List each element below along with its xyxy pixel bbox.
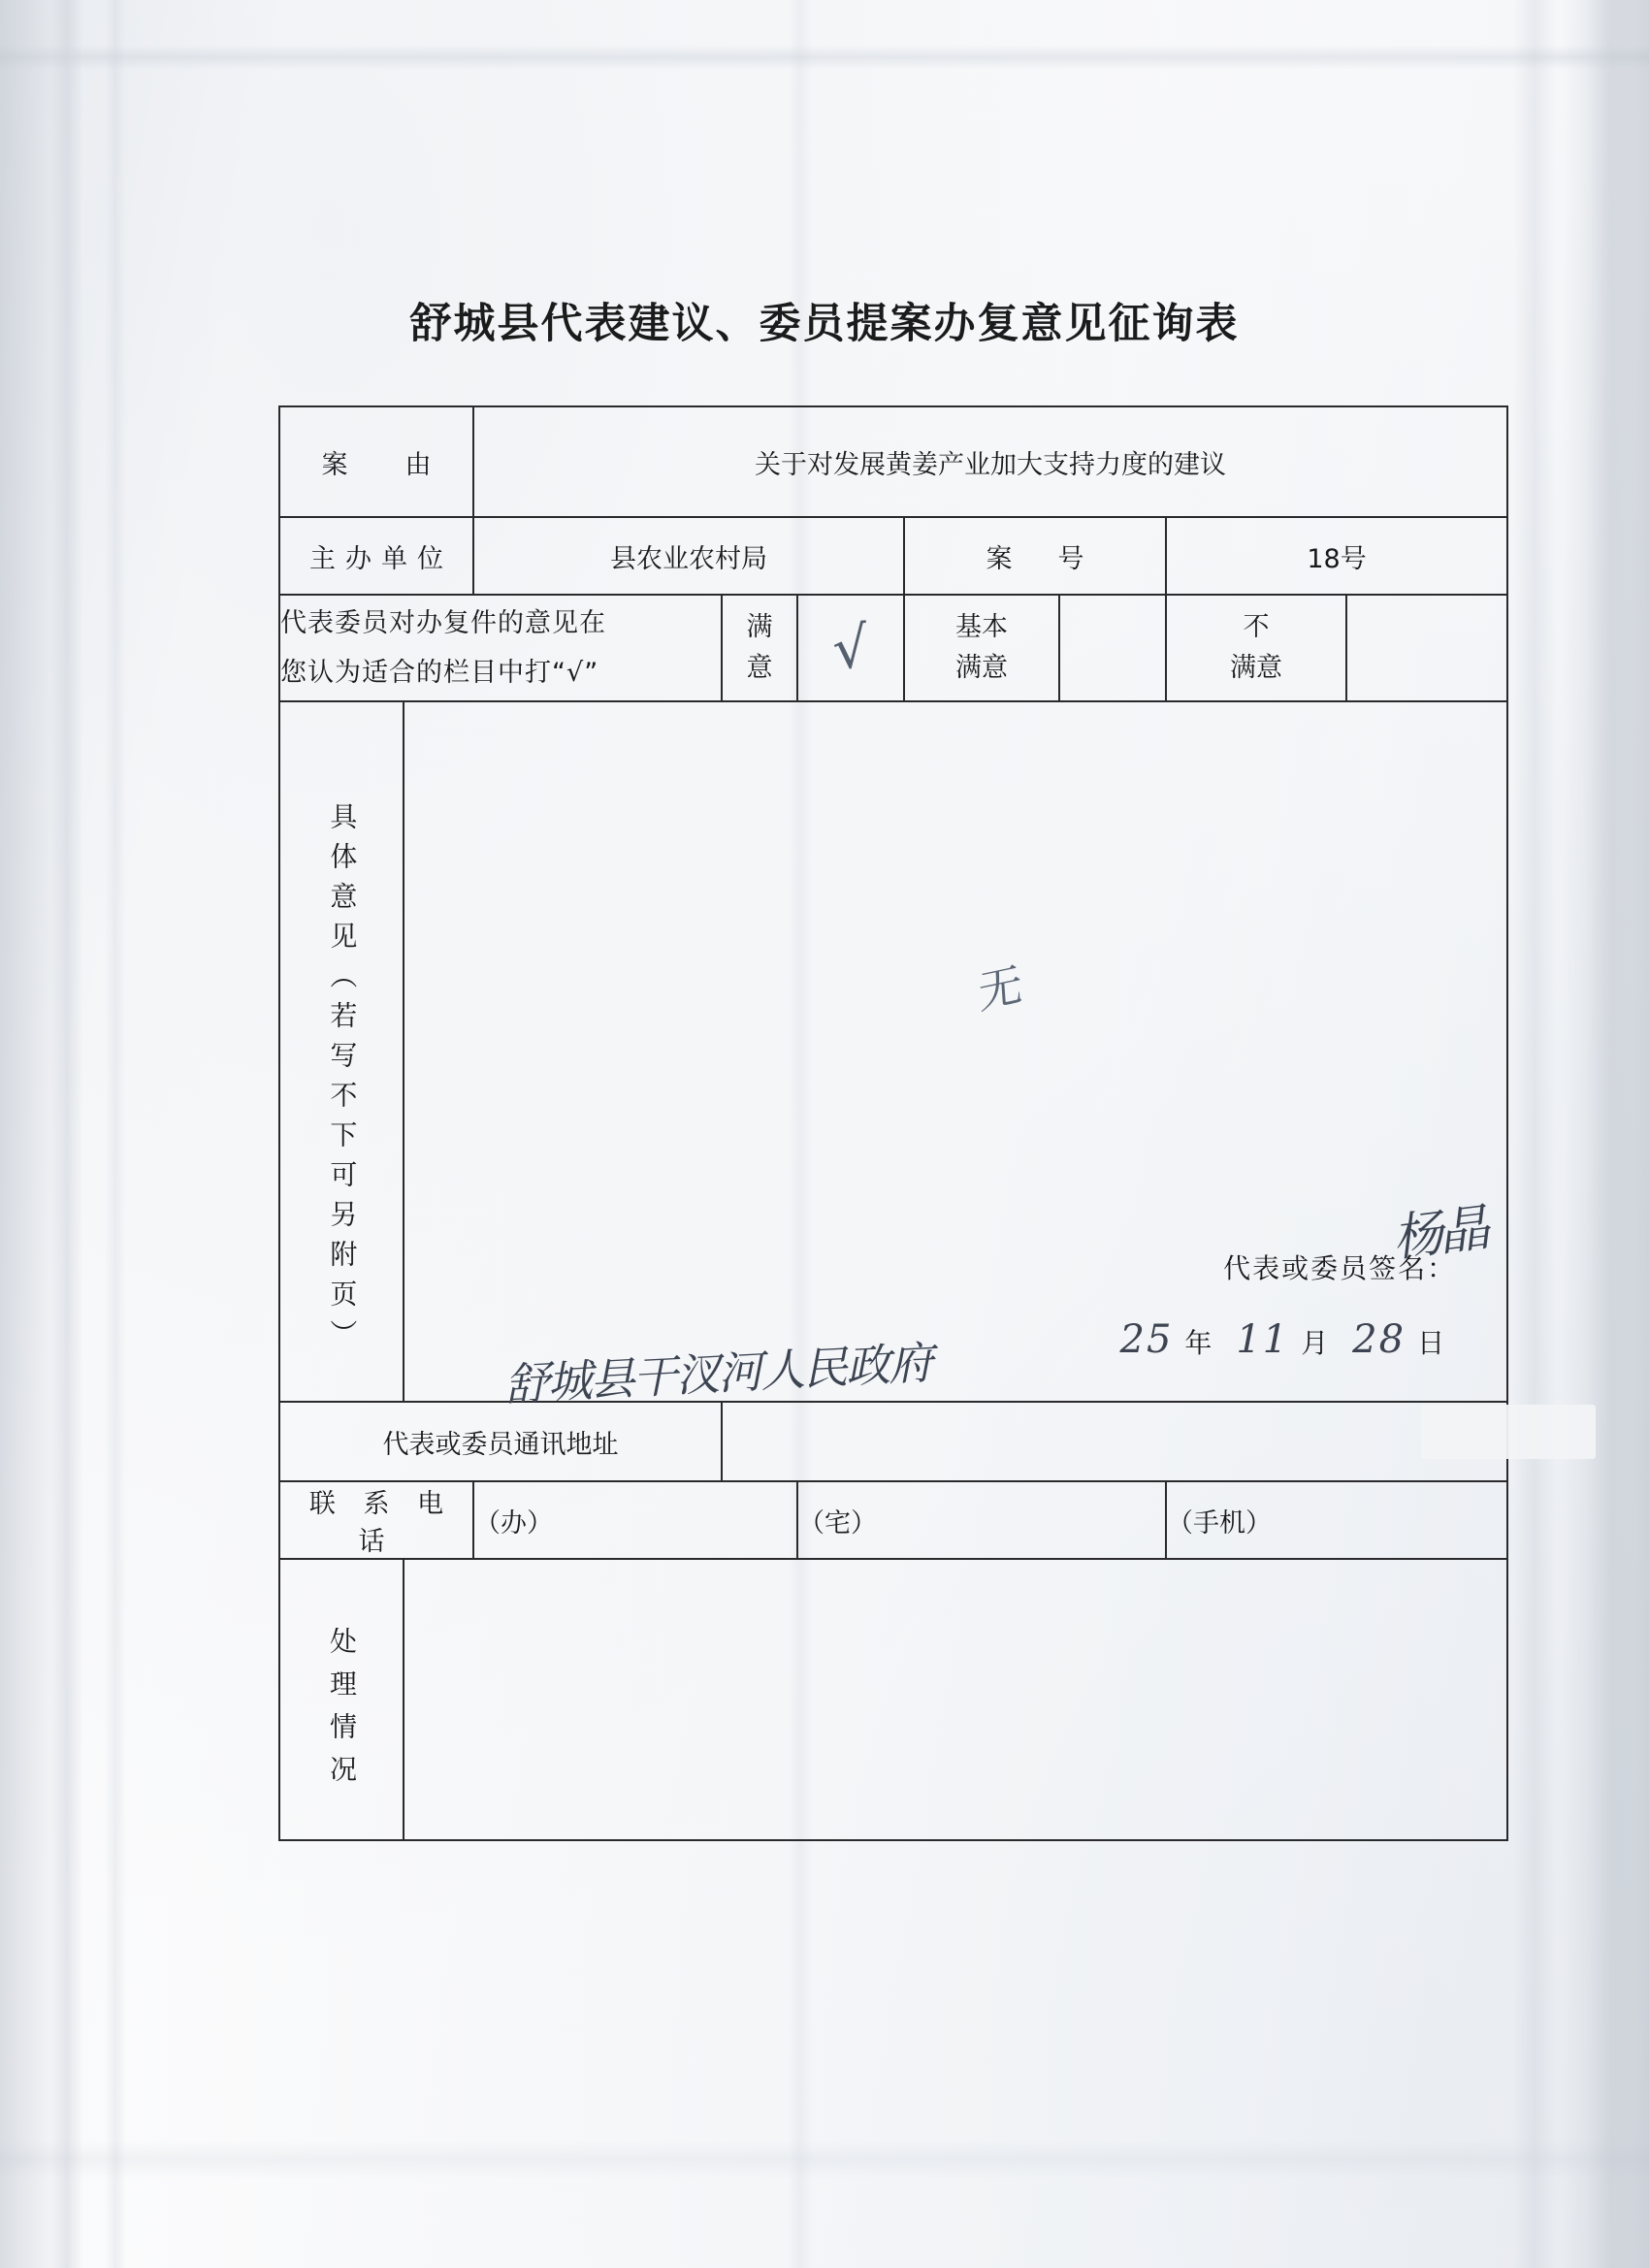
- rating-option-label-part: 满意: [1230, 653, 1282, 683]
- phone-label: 联 系 电 话: [279, 1481, 473, 1559]
- deal-label: 处理情况: [326, 1627, 358, 1798]
- date-day-unit: 日: [1417, 1327, 1447, 1359]
- deal-label-cell: [279, 1559, 404, 1840]
- table-row-opinion: [279, 701, 1507, 1402]
- opinion-label-cell: [279, 701, 404, 1402]
- checkmark-icon: √: [829, 613, 872, 683]
- date-day: 28: [1352, 1317, 1406, 1362]
- opinion-body: [404, 702, 1506, 1401]
- phone-home-field[interactable]: （宅）: [797, 1481, 1166, 1559]
- table-row-address: [279, 1402, 1507, 1481]
- rating-prompt: [279, 595, 722, 701]
- signature-label: 代表或委员签名：: [1223, 1252, 1457, 1284]
- inquiry-form-table: [278, 405, 1508, 1841]
- case-reason-label: 案 由: [279, 406, 473, 517]
- date-month: 11: [1236, 1317, 1290, 1362]
- host-unit-value: 县农业农村局: [473, 517, 904, 595]
- paper-fold-streak: [0, 2140, 1649, 2179]
- table-row-deal: [279, 1559, 1507, 1840]
- address-label: 代表或委员通讯地址: [279, 1402, 722, 1481]
- rating-option-unsatisfied-checkbox[interactable]: [1346, 595, 1507, 701]
- table-row-case-reason: [279, 406, 1507, 517]
- rating-option-label-part: 不: [1243, 612, 1270, 643]
- opinion-value-cell[interactable]: [404, 701, 1507, 1402]
- case-reason-value: 关于对发展黄姜产业加大支持力度的建议: [473, 406, 1507, 517]
- rating-option-label-part: 满意: [955, 653, 1008, 683]
- host-unit-label: 主办单位: [279, 517, 473, 595]
- table-row-host-unit: [279, 517, 1507, 595]
- rating-option-label-part: 基本: [955, 612, 1008, 643]
- phone-office-field[interactable]: （办）: [473, 1481, 797, 1559]
- rating-prompt-line1: 代表委员对办复件的意见在: [280, 607, 606, 638]
- checkmark-icon: [1060, 642, 1164, 653]
- opinion-handwriting: 无: [976, 957, 1024, 1021]
- signature-handwriting: 杨晶: [1389, 1199, 1490, 1269]
- rating-option-basically-satisfied-checkbox[interactable]: [1059, 595, 1166, 701]
- date-year-unit: 年: [1184, 1327, 1214, 1359]
- deal-value-cell[interactable]: [404, 1559, 1507, 1840]
- date-month-unit: 月: [1301, 1327, 1331, 1359]
- opinion-label: 具体意见（若写不下可另附页）: [326, 802, 359, 1359]
- rating-option-label-part: 意: [746, 653, 773, 683]
- table-row-rating: [279, 595, 1507, 701]
- rating-option-satisfied-checkbox[interactable]: [797, 595, 904, 701]
- address-value[interactable]: [722, 1402, 1507, 1481]
- checkmark-icon: [1347, 639, 1505, 656]
- redaction-patch: [1421, 1405, 1596, 1459]
- case-no-value: 18号: [1166, 517, 1507, 595]
- rating-option-unsatisfied-label: [1166, 595, 1346, 701]
- page-title: 舒城县代表建议、委员提案办复意见征询表: [409, 300, 1240, 348]
- case-no-label: 案 号: [904, 517, 1166, 595]
- rating-option-satisfied-label: [722, 595, 797, 701]
- date-year: 25: [1119, 1317, 1174, 1362]
- paper-fold-streak: [0, 45, 1649, 70]
- address-handwriting: 舒城县干汊河人民政府: [503, 1336, 933, 1411]
- phone-mobile-field[interactable]: （手机）: [1166, 1481, 1507, 1559]
- signature-date: [1109, 1317, 1447, 1362]
- table-row-phone: [279, 1481, 1507, 1559]
- rating-option-basically-satisfied-label: [904, 595, 1059, 701]
- rating-prompt-line2: 您认为适合的栏目中打“√”: [280, 658, 599, 688]
- rating-option-label-part: 满: [746, 612, 773, 643]
